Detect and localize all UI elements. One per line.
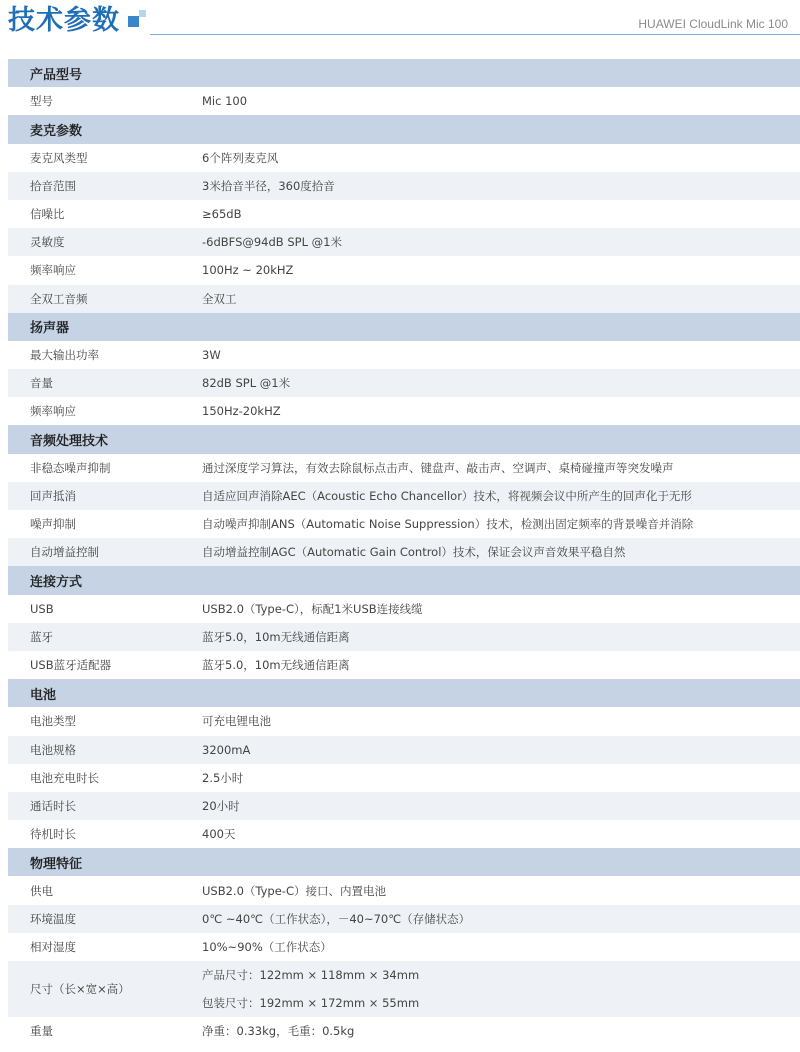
spec-row bbox=[8, 200, 800, 228]
spec-label: 蓝牙 bbox=[30, 629, 53, 644]
spec-row bbox=[8, 820, 800, 848]
section-header bbox=[8, 848, 800, 876]
spec-label: 环境温度 bbox=[30, 911, 76, 926]
spec-label: 待机时长 bbox=[30, 827, 76, 842]
spec-value: 蓝牙5.0，10m无线通信距离 bbox=[202, 629, 350, 644]
spec-value: 10%~90%（工作状态） bbox=[202, 939, 332, 954]
section-header bbox=[8, 313, 800, 341]
spec-value: 400天 bbox=[202, 827, 236, 842]
spec-row bbox=[8, 510, 800, 538]
spec-label: 拾音范围 bbox=[30, 178, 76, 193]
spec-value: 100Hz ~ 20kHZ bbox=[202, 263, 294, 278]
spec-value: 净重：0.33kg，毛重：0.5kg bbox=[202, 1024, 355, 1039]
spec-label: 频率响应 bbox=[30, 263, 76, 278]
spec-row bbox=[8, 256, 800, 284]
spec-label: 非稳态噪声抑制 bbox=[30, 460, 111, 475]
spec-value: 全双工 bbox=[202, 291, 237, 306]
spec-row bbox=[8, 792, 800, 820]
section-title: 音频处理技术 bbox=[30, 434, 109, 450]
spec-value: 自动噪声抑制ANS（Automatic Noise Suppression）技术，检测出固定频率的背景噪音并消除 bbox=[202, 517, 694, 532]
section-header bbox=[8, 566, 800, 594]
spec-row bbox=[8, 172, 800, 200]
section-title: 扬声器 bbox=[30, 321, 70, 337]
spec-label: 音量 bbox=[30, 376, 53, 391]
spec-label: 重量 bbox=[30, 1024, 53, 1039]
spec-label: 频率响应 bbox=[30, 404, 76, 419]
product-model-caption: HUAWEI CloudLink Mic 100 bbox=[632, 17, 788, 31]
spec-value: USB2.0（Type-C）接口、内置电池 bbox=[202, 883, 386, 898]
spec-row bbox=[8, 285, 800, 313]
spec-label: 全双工音频 bbox=[30, 291, 88, 306]
spec-row bbox=[8, 341, 800, 369]
spec-value: 3米拾音半径，360度拾音 bbox=[202, 178, 335, 193]
spec-label: 回声抵消 bbox=[30, 488, 76, 503]
spec-label: 最大输出功率 bbox=[30, 347, 99, 362]
spec-label: 供电 bbox=[30, 883, 53, 898]
spec-label: 通话时长 bbox=[30, 798, 76, 813]
spec-row bbox=[8, 397, 800, 425]
spec-value: ≥65dB bbox=[202, 207, 242, 222]
spec-label: 电池类型 bbox=[30, 714, 76, 729]
spec-label: 信噪比 bbox=[30, 207, 65, 222]
spec-value: 蓝牙5.0，10m无线通信距离 bbox=[202, 658, 350, 673]
spec-row bbox=[8, 707, 800, 735]
spec-row bbox=[8, 228, 800, 256]
section-title: 电池 bbox=[30, 687, 57, 703]
spec-row bbox=[8, 454, 800, 482]
spec-row bbox=[8, 144, 800, 172]
section-title: 麦克参数 bbox=[30, 123, 83, 139]
spec-row bbox=[8, 1017, 800, 1045]
spec-row bbox=[8, 538, 800, 566]
spec-label: 相对湿度 bbox=[30, 939, 76, 954]
section-header bbox=[8, 115, 800, 143]
spec-row bbox=[8, 482, 800, 510]
spec-row bbox=[8, 595, 800, 623]
spec-row bbox=[8, 876, 800, 904]
spec-label: 自动增益控制 bbox=[30, 545, 99, 560]
spec-value: 自动增益控制AGC（Automatic Gain Control）技术，保证会议声音效果平稳自然 bbox=[202, 545, 626, 560]
spec-value bbox=[178, 961, 419, 1017]
spec-row bbox=[8, 961, 800, 1017]
spec-row bbox=[8, 933, 800, 961]
spec-value: 自适应回声消除AEC（Acoustic Echo Chancellor）技术，将视频会议中所产生的回声化于无形 bbox=[202, 488, 692, 503]
section-header bbox=[8, 425, 800, 453]
spec-table bbox=[8, 59, 800, 1046]
spec-row bbox=[8, 87, 800, 115]
spec-label: 电池规格 bbox=[30, 742, 76, 757]
spec-label: 电池充电时长 bbox=[30, 770, 99, 785]
spec-value: 可充电锂电池 bbox=[202, 714, 271, 729]
spec-value: 20小时 bbox=[202, 798, 240, 813]
spec-value-line: 包装尺寸：192mm × 172mm × 55mm bbox=[202, 996, 420, 1011]
spec-value: -6dBFS@94dB SPL @1米 bbox=[202, 235, 342, 250]
spec-label: USB蓝牙适配器 bbox=[30, 658, 112, 673]
section-title: 连接方式 bbox=[30, 574, 83, 590]
spec-row bbox=[8, 905, 800, 933]
header-divider bbox=[150, 34, 800, 35]
page-header bbox=[0, 0, 800, 40]
spec-row bbox=[8, 736, 800, 764]
spec-label: 噪声抑制 bbox=[30, 517, 76, 532]
spec-row bbox=[8, 651, 800, 679]
spec-label: 麦克风类型 bbox=[30, 150, 88, 165]
page-title: 技术参数 bbox=[8, 5, 120, 36]
spec-value: 3200mA bbox=[202, 742, 251, 757]
spec-value: 0℃ ~40℃（工作状态），－40~70℃（存储状态） bbox=[202, 911, 471, 926]
spec-value: 82dB SPL @1米 bbox=[202, 376, 291, 391]
spec-value: Mic 100 bbox=[202, 94, 248, 109]
spec-value: 6个阵列麦克风 bbox=[202, 150, 279, 165]
spec-row bbox=[8, 623, 800, 651]
spec-value: 2.5小时 bbox=[202, 770, 244, 785]
spec-row bbox=[8, 764, 800, 792]
spec-label: 尺寸（长×宽×高） bbox=[30, 982, 130, 997]
spec-value: 150Hz-20kHZ bbox=[202, 404, 281, 419]
square-logo-icon bbox=[128, 10, 150, 32]
section-title: 产品型号 bbox=[30, 67, 83, 83]
section-header bbox=[8, 679, 800, 707]
spec-value-line: 产品尺寸：122mm × 118mm × 34mm bbox=[202, 968, 420, 982]
section-header bbox=[8, 59, 800, 87]
spec-value: 通过深度学习算法，有效去除鼠标点击声、键盘声、敲击声、空调声、桌椅碰撞声等突发噪声 bbox=[202, 460, 674, 475]
spec-label: 型号 bbox=[30, 94, 53, 109]
section-title: 物理特征 bbox=[30, 856, 83, 872]
spec-value: 3W bbox=[202, 347, 221, 362]
spec-label: 灵敏度 bbox=[30, 235, 65, 250]
spec-row bbox=[8, 369, 800, 397]
spec-label: USB bbox=[30, 601, 54, 616]
spec-value: USB2.0（Type-C），标配1米USB连接线缆 bbox=[202, 601, 423, 616]
